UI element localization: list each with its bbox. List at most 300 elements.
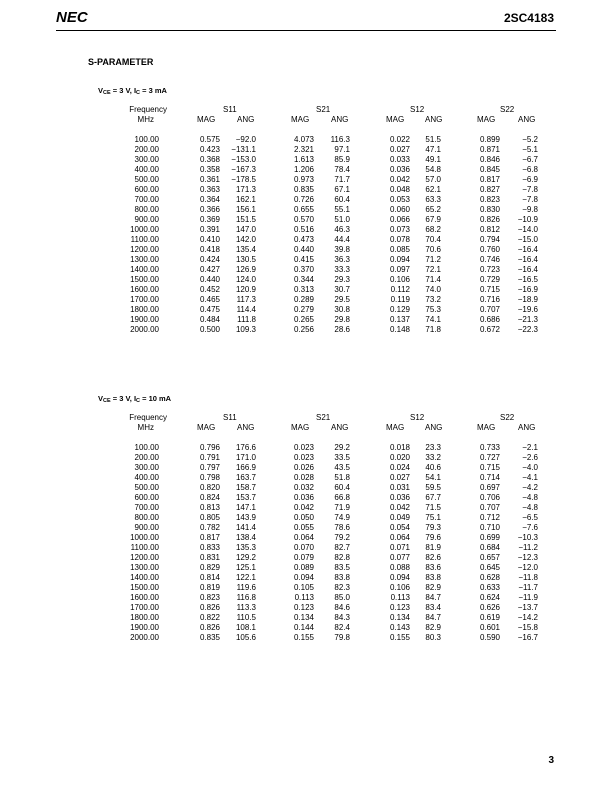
s22-ang-cell: −16.4 xyxy=(517,255,538,264)
s22-ang-cell: −5.2 xyxy=(522,135,538,144)
frequency-cell: 1400.00 xyxy=(130,573,159,582)
s12-mag-cell: 0.113 xyxy=(390,593,410,602)
s12-mag-cell: 0.024 xyxy=(389,463,410,472)
s12-mag-cell: 0.036 xyxy=(389,165,410,174)
s21-ang-cell: 71.7 xyxy=(334,175,350,184)
table-row xyxy=(0,185,612,195)
s21-ang-cell: 78.4 xyxy=(334,165,350,174)
s11-ang-cell: −131.1 xyxy=(231,145,256,154)
table-row xyxy=(0,503,612,513)
table-row xyxy=(0,145,612,155)
table-row xyxy=(0,275,612,285)
frequency-cell: 2000.00 xyxy=(130,633,159,642)
frequency-cell: 1600.00 xyxy=(130,593,159,602)
s21-ang-cell: 84.3 xyxy=(334,613,350,622)
s12-mag-cell: 0.066 xyxy=(389,215,410,224)
table-row xyxy=(0,305,612,315)
frequency-cell: 900.00 xyxy=(134,523,159,532)
s22-ang-cell: −2.6 xyxy=(522,453,538,462)
condition-v: V xyxy=(98,86,104,95)
frequency-cell: 1900.00 xyxy=(130,623,159,632)
s22-ang-cell: −14.2 xyxy=(517,613,538,622)
s21-ang-cell: 51.0 xyxy=(334,215,350,224)
table-row xyxy=(0,165,612,175)
table-row xyxy=(0,205,612,215)
condition-i-sub: C xyxy=(136,90,141,96)
s21-mag-cell: 0.415 xyxy=(293,255,314,264)
table-row xyxy=(0,295,612,305)
s12-mag-cell: 0.020 xyxy=(389,453,410,462)
s11-mag-cell: 0.452 xyxy=(199,285,220,294)
table-row xyxy=(0,563,612,573)
mag-header: MAG xyxy=(477,423,496,432)
s12-ang-cell: 82.9 xyxy=(425,623,441,632)
s22-mag-cell: 0.716 xyxy=(479,295,500,304)
s22-ang-cell: −5.1 xyxy=(522,145,538,154)
s12-mag-cell: 0.054 xyxy=(389,523,410,532)
s11-mag-cell: 0.440 xyxy=(199,275,220,284)
table-row xyxy=(0,463,612,473)
table-row xyxy=(0,235,612,245)
table-row xyxy=(0,215,612,225)
frequency-cell: 300.00 xyxy=(134,463,159,472)
s11-ang-cell: 124.0 xyxy=(235,275,256,284)
frequency-cell: 1000.00 xyxy=(130,533,159,542)
frequency-cell: 500.00 xyxy=(134,483,159,492)
s11-mag-cell: 0.418 xyxy=(199,245,220,254)
condition-v-sub: CE xyxy=(103,398,111,404)
s11-ang-cell: 122.1 xyxy=(235,573,256,582)
s12-mag-cell: 0.031 xyxy=(389,483,410,492)
s11-mag-cell: 0.814 xyxy=(199,573,220,582)
s22-ang-cell: −12.3 xyxy=(517,553,538,562)
s22-mag-cell: 0.794 xyxy=(479,235,500,244)
s12-ang-cell: 51.5 xyxy=(425,135,441,144)
page-number: 3 xyxy=(548,755,554,766)
s21-ang-cell: 66.8 xyxy=(334,493,350,502)
s21-mag-cell: 0.079 xyxy=(293,553,314,562)
table-row xyxy=(0,265,612,275)
s11-ang-cell: 135.4 xyxy=(235,245,256,254)
s21-ang-cell: 84.6 xyxy=(334,603,350,612)
s22-ang-cell: −13.7 xyxy=(517,603,538,612)
s21-mag-cell: 0.144 xyxy=(293,623,314,632)
s21-mag-cell: 0.265 xyxy=(293,315,314,324)
frequency-cell: 1000.00 xyxy=(130,225,159,234)
table-row xyxy=(0,543,612,553)
table-row xyxy=(0,473,612,483)
s21-ang-cell: 79.2 xyxy=(334,533,350,542)
frequency-cell: 900.00 xyxy=(134,215,159,224)
s22-ang-cell: −16.4 xyxy=(517,265,538,274)
s22-ang-cell: −4.0 xyxy=(522,463,538,472)
frequency-header: Frequency xyxy=(129,105,167,114)
s21-ang-cell: 82.8 xyxy=(334,553,350,562)
s12-ang-cell: 40.6 xyxy=(425,463,441,472)
frequency-cell: 1600.00 xyxy=(130,285,159,294)
s21-ang-cell: 85.0 xyxy=(334,593,350,602)
s11-mag-cell: 0.782 xyxy=(199,523,220,532)
s21-ang-cell: 60.4 xyxy=(334,195,350,204)
s22-ang-cell: −15.0 xyxy=(517,235,538,244)
s11-mag-cell: 0.824 xyxy=(199,493,220,502)
s22-ang-cell: −4.8 xyxy=(522,503,538,512)
s11-mag-cell: 0.361 xyxy=(199,175,220,184)
mhz-header: MHz xyxy=(137,423,154,432)
s21-mag-cell: 0.726 xyxy=(293,195,314,204)
s21-mag-cell: 0.113 xyxy=(294,593,314,602)
s11-mag-cell: 0.823 xyxy=(199,593,220,602)
table-row xyxy=(0,573,612,583)
frequency-cell: 1800.00 xyxy=(130,305,159,314)
s12-ang-cell: 75.3 xyxy=(425,305,441,314)
s12-mag-cell: 0.033 xyxy=(389,155,410,164)
s11-mag-cell: 0.368 xyxy=(199,155,220,164)
s21-ang-cell: 39.8 xyxy=(334,245,350,254)
s21-mag-cell: 0.042 xyxy=(293,503,314,512)
s21-ang-cell: 55.1 xyxy=(334,205,350,214)
s11-ang-cell: −167.3 xyxy=(231,165,256,174)
s22-mag-cell: 0.628 xyxy=(479,573,500,582)
s22-ang-cell: −16.5 xyxy=(517,275,538,284)
frequency-cell: 1700.00 xyxy=(130,295,159,304)
mhz-header: MHz xyxy=(137,115,154,124)
s12-ang-cell: 71.4 xyxy=(425,275,441,284)
s-parameter-table-1 xyxy=(0,105,612,335)
table-body xyxy=(0,135,612,335)
frequency-cell: 700.00 xyxy=(134,195,159,204)
s12-mag-cell: 0.018 xyxy=(389,443,410,452)
s22-ang-cell: −6.5 xyxy=(522,513,538,522)
table-row xyxy=(0,603,612,613)
table-subheader-row xyxy=(0,423,612,433)
s11-mag-cell: 0.835 xyxy=(199,633,220,642)
s21-ang-cell: 30.7 xyxy=(334,285,350,294)
s11-ang-cell: 129.2 xyxy=(235,553,256,562)
mag-header: MAG xyxy=(291,423,310,432)
s21-mag-cell: 0.036 xyxy=(293,493,314,502)
s22-mag-cell: 0.697 xyxy=(479,483,500,492)
s11-header: S11 xyxy=(223,105,237,114)
s22-ang-cell: −22.3 xyxy=(517,325,538,334)
s11-mag-cell: 0.358 xyxy=(199,165,220,174)
frequency-cell: 1700.00 xyxy=(130,603,159,612)
s11-ang-cell: 110.5 xyxy=(236,613,256,622)
s22-mag-cell: 0.727 xyxy=(479,453,500,462)
s22-mag-cell: 0.812 xyxy=(479,225,500,234)
s11-mag-cell: 0.820 xyxy=(199,483,220,492)
s11-ang-cell: 141.4 xyxy=(235,523,256,532)
s22-mag-cell: 0.699 xyxy=(479,533,500,542)
s21-mag-cell: 0.289 xyxy=(293,295,314,304)
s21-ang-cell: 79.8 xyxy=(334,633,350,642)
s22-ang-cell: −10.9 xyxy=(517,215,538,224)
s12-mag-cell: 0.094 xyxy=(389,573,410,582)
s12-header: S12 xyxy=(410,105,425,114)
table-row xyxy=(0,593,612,603)
s21-ang-cell: 29.2 xyxy=(334,443,350,452)
s12-ang-cell: 82.6 xyxy=(425,553,441,562)
s11-mag-cell: 0.813 xyxy=(199,503,220,512)
s12-mag-cell: 0.064 xyxy=(389,533,410,542)
s22-mag-cell: 0.817 xyxy=(479,175,500,184)
s21-header: S21 xyxy=(316,105,331,114)
frequency-cell: 700.00 xyxy=(134,503,159,512)
frequency-cell: 1300.00 xyxy=(130,563,159,572)
s21-mag-cell: 0.440 xyxy=(293,245,314,254)
s21-mag-cell: 0.256 xyxy=(293,325,314,334)
s12-ang-cell: 82.9 xyxy=(425,583,441,592)
s12-ang-cell: 70.4 xyxy=(425,235,441,244)
s22-mag-cell: 0.684 xyxy=(479,543,500,552)
s11-ang-cell: 171.0 xyxy=(235,453,256,462)
s22-ang-cell: −11.7 xyxy=(518,583,538,592)
s12-ang-cell: 33.2 xyxy=(425,453,441,462)
s12-ang-cell: 84.7 xyxy=(425,613,441,622)
s21-mag-cell: 0.026 xyxy=(293,463,314,472)
s22-mag-cell: 0.645 xyxy=(479,563,500,572)
s22-ang-cell: −11.2 xyxy=(518,543,538,552)
table-body xyxy=(0,443,612,643)
s11-ang-cell: −92.0 xyxy=(235,135,256,144)
s22-mag-cell: 0.707 xyxy=(479,503,500,512)
part-number: 2SC4183 xyxy=(503,11,554,25)
table-row xyxy=(0,553,612,563)
s11-mag-cell: 0.791 xyxy=(199,453,220,462)
frequency-cell: 1900.00 xyxy=(130,315,159,324)
ang-header: ANG xyxy=(518,115,536,124)
frequency-cell: 500.00 xyxy=(134,175,159,184)
s21-mag-cell: 0.370 xyxy=(293,265,314,274)
frequency-cell: 600.00 xyxy=(134,493,159,502)
s12-ang-cell: 47.1 xyxy=(425,145,441,154)
s12-ang-cell: 79.6 xyxy=(425,533,441,542)
s22-header: S22 xyxy=(500,105,515,114)
s22-ang-cell: −19.6 xyxy=(517,305,538,314)
s12-header: S12 xyxy=(410,413,425,422)
table-row xyxy=(0,195,612,205)
s12-ang-cell: 59.5 xyxy=(425,483,441,492)
mag-header: MAG xyxy=(197,115,216,124)
s12-ang-cell: 81.9 xyxy=(425,543,441,552)
frequency-cell: 800.00 xyxy=(134,513,159,522)
s12-mag-cell: 0.137 xyxy=(389,315,410,324)
s12-mag-cell: 0.078 xyxy=(389,235,410,244)
s22-mag-cell: 0.601 xyxy=(479,623,500,632)
s22-ang-cell: −16.7 xyxy=(517,633,538,642)
s12-mag-cell: 0.048 xyxy=(389,185,410,194)
s11-ang-cell: 126.9 xyxy=(235,265,256,274)
frequency-cell: 1200.00 xyxy=(130,245,159,254)
s12-ang-cell: 54.8 xyxy=(425,165,441,174)
frequency-cell: 1500.00 xyxy=(130,583,159,592)
s12-ang-cell: 70.6 xyxy=(425,245,441,254)
s22-ang-cell: −16.4 xyxy=(517,245,538,254)
s22-mag-cell: 0.707 xyxy=(479,305,500,314)
s11-mag-cell: 0.829 xyxy=(199,563,220,572)
s21-mag-cell: 0.516 xyxy=(293,225,314,234)
s12-mag-cell: 0.094 xyxy=(389,255,410,264)
s11-mag-cell: 0.465 xyxy=(199,295,220,304)
s12-mag-cell: 0.106 xyxy=(389,275,410,284)
s21-mag-cell: 4.073 xyxy=(293,135,314,144)
condition-mid: = 3 V, I xyxy=(110,394,137,403)
s21-header: S21 xyxy=(316,413,331,422)
ang-header: ANG xyxy=(425,423,443,432)
frequency-cell: 1100.00 xyxy=(130,543,159,552)
s22-ang-cell: −4.8 xyxy=(522,493,538,502)
s12-mag-cell: 0.053 xyxy=(389,195,410,204)
frequency-cell: 1100.00 xyxy=(130,235,159,244)
s12-mag-cell: 0.022 xyxy=(389,135,410,144)
s11-ang-cell: 171.3 xyxy=(235,185,256,194)
s12-ang-cell: 83.8 xyxy=(425,573,441,582)
table-row xyxy=(0,613,612,623)
s11-mag-cell: 0.363 xyxy=(199,185,220,194)
s11-ang-cell: 151.5 xyxy=(235,215,256,224)
s21-mag-cell: 0.123 xyxy=(293,603,314,612)
s11-ang-cell: 117.3 xyxy=(236,295,256,304)
s12-ang-cell: 49.1 xyxy=(425,155,441,164)
s22-mag-cell: 0.827 xyxy=(479,185,500,194)
s22-ang-cell: −9.8 xyxy=(522,205,538,214)
s22-ang-cell: −21.3 xyxy=(517,315,538,324)
s11-ang-cell: 158.7 xyxy=(235,483,256,492)
s21-ang-cell: 29.5 xyxy=(334,295,350,304)
s11-ang-cell: 120.9 xyxy=(235,285,256,294)
s12-mag-cell: 0.143 xyxy=(389,623,410,632)
s11-mag-cell: 0.826 xyxy=(199,603,220,612)
frequency-cell: 100.00 xyxy=(134,135,159,144)
frequency-cell: 400.00 xyxy=(134,473,159,482)
s21-mag-cell: 0.313 xyxy=(293,285,314,294)
s12-ang-cell: 68.2 xyxy=(425,225,441,234)
s11-mag-cell: 0.798 xyxy=(199,473,220,482)
s11-ang-cell: 130.5 xyxy=(235,255,256,264)
frequency-cell: 2000.00 xyxy=(130,325,159,334)
frequency-cell: 100.00 xyxy=(134,443,159,452)
s22-ang-cell: −6.7 xyxy=(522,155,538,164)
table-row xyxy=(0,623,612,633)
s11-mag-cell: 0.805 xyxy=(199,513,220,522)
s21-ang-cell: 43.5 xyxy=(334,463,350,472)
table-row xyxy=(0,483,612,493)
s21-ang-cell: 97.1 xyxy=(334,145,350,154)
s22-mag-cell: 0.715 xyxy=(479,285,500,294)
s22-ang-cell: −4.1 xyxy=(522,473,538,482)
s22-ang-cell: −15.8 xyxy=(517,623,538,632)
s12-ang-cell: 71.8 xyxy=(425,325,441,334)
mag-header: MAG xyxy=(477,115,496,124)
table-subheader-row xyxy=(0,115,612,125)
s11-ang-cell: 125.1 xyxy=(235,563,256,572)
condition-mid: = 3 V, I xyxy=(110,86,137,95)
mag-header: MAG xyxy=(386,115,405,124)
s12-ang-cell: 74.0 xyxy=(425,285,441,294)
table-row xyxy=(0,285,612,295)
s22-mag-cell: 0.871 xyxy=(479,145,500,154)
s11-mag-cell: 0.364 xyxy=(199,195,220,204)
s12-ang-cell: 75.1 xyxy=(425,513,441,522)
s12-ang-cell: 73.2 xyxy=(425,295,441,304)
s21-mag-cell: 0.055 xyxy=(293,523,314,532)
s22-ang-cell: −14.0 xyxy=(517,225,538,234)
s11-ang-cell: 113.3 xyxy=(236,603,256,612)
s11-ang-cell: 111.8 xyxy=(237,315,256,324)
s21-ang-cell: 67.1 xyxy=(334,185,350,194)
ang-header: ANG xyxy=(425,115,443,124)
s11-ang-cell: 153.7 xyxy=(235,493,256,502)
s21-ang-cell: 60.4 xyxy=(334,483,350,492)
header-divider xyxy=(56,30,556,31)
s12-ang-cell: 57.0 xyxy=(425,175,441,184)
table-row xyxy=(0,443,612,453)
s11-ang-cell: 147.1 xyxy=(235,503,256,512)
s22-header: S22 xyxy=(500,413,515,422)
s12-mag-cell: 0.027 xyxy=(389,145,410,154)
s12-ang-cell: 83.6 xyxy=(425,563,441,572)
s11-mag-cell: 0.796 xyxy=(199,443,220,452)
s21-ang-cell: 82.4 xyxy=(334,623,350,632)
condition-tail: = 10 mA xyxy=(140,394,172,403)
ang-header: ANG xyxy=(237,423,255,432)
table-row xyxy=(0,225,612,235)
s12-ang-cell: 67.9 xyxy=(425,215,441,224)
condition-v-sub: CE xyxy=(103,90,111,96)
s12-ang-cell: 23.3 xyxy=(425,443,441,452)
s21-ang-cell: 83.8 xyxy=(334,573,350,582)
s22-mag-cell: 0.657 xyxy=(479,553,500,562)
frequency-cell: 1800.00 xyxy=(130,613,159,622)
s11-ang-cell: 105.6 xyxy=(235,633,256,642)
s12-mag-cell: 0.106 xyxy=(389,583,410,592)
s21-mag-cell: 2.321 xyxy=(293,145,314,154)
s21-ang-cell: 33.3 xyxy=(334,265,350,274)
s22-mag-cell: 0.746 xyxy=(479,255,500,264)
s21-mag-cell: 0.279 xyxy=(293,305,314,314)
s12-ang-cell: 80.3 xyxy=(425,633,441,642)
s11-mag-cell: 0.366 xyxy=(199,205,220,214)
s21-mag-cell: 0.094 xyxy=(293,573,314,582)
s21-mag-cell: 0.023 xyxy=(293,443,314,452)
s21-ang-cell: 83.5 xyxy=(334,563,350,572)
s22-mag-cell: 0.826 xyxy=(479,215,500,224)
frequency-header: Frequency xyxy=(129,413,167,422)
s11-ang-cell: 156.1 xyxy=(235,205,256,214)
table-row xyxy=(0,493,612,503)
s11-mag-cell: 0.427 xyxy=(199,265,220,274)
s12-ang-cell: 54.1 xyxy=(425,473,441,482)
s12-mag-cell: 0.155 xyxy=(389,633,410,642)
s12-mag-cell: 0.085 xyxy=(389,245,410,254)
table-row xyxy=(0,155,612,165)
s11-ang-cell: 147.0 xyxy=(235,225,256,234)
s21-mag-cell: 0.105 xyxy=(293,583,314,592)
table-row xyxy=(0,453,612,463)
s21-mag-cell: 0.064 xyxy=(293,533,314,542)
s22-mag-cell: 0.590 xyxy=(479,633,500,642)
s11-mag-cell: 0.822 xyxy=(199,613,220,622)
s21-mag-cell: 0.032 xyxy=(293,483,314,492)
condition-i-sub: C xyxy=(136,398,141,404)
s21-ang-cell: 82.3 xyxy=(334,583,350,592)
condition-tail: = 3 mA xyxy=(140,86,167,95)
s11-mag-cell: 0.575 xyxy=(199,135,220,144)
s11-ang-cell: 142.0 xyxy=(235,235,256,244)
s11-mag-cell: 0.423 xyxy=(199,145,220,154)
s21-mag-cell: 0.570 xyxy=(293,215,314,224)
s11-ang-cell: 162.1 xyxy=(235,195,256,204)
